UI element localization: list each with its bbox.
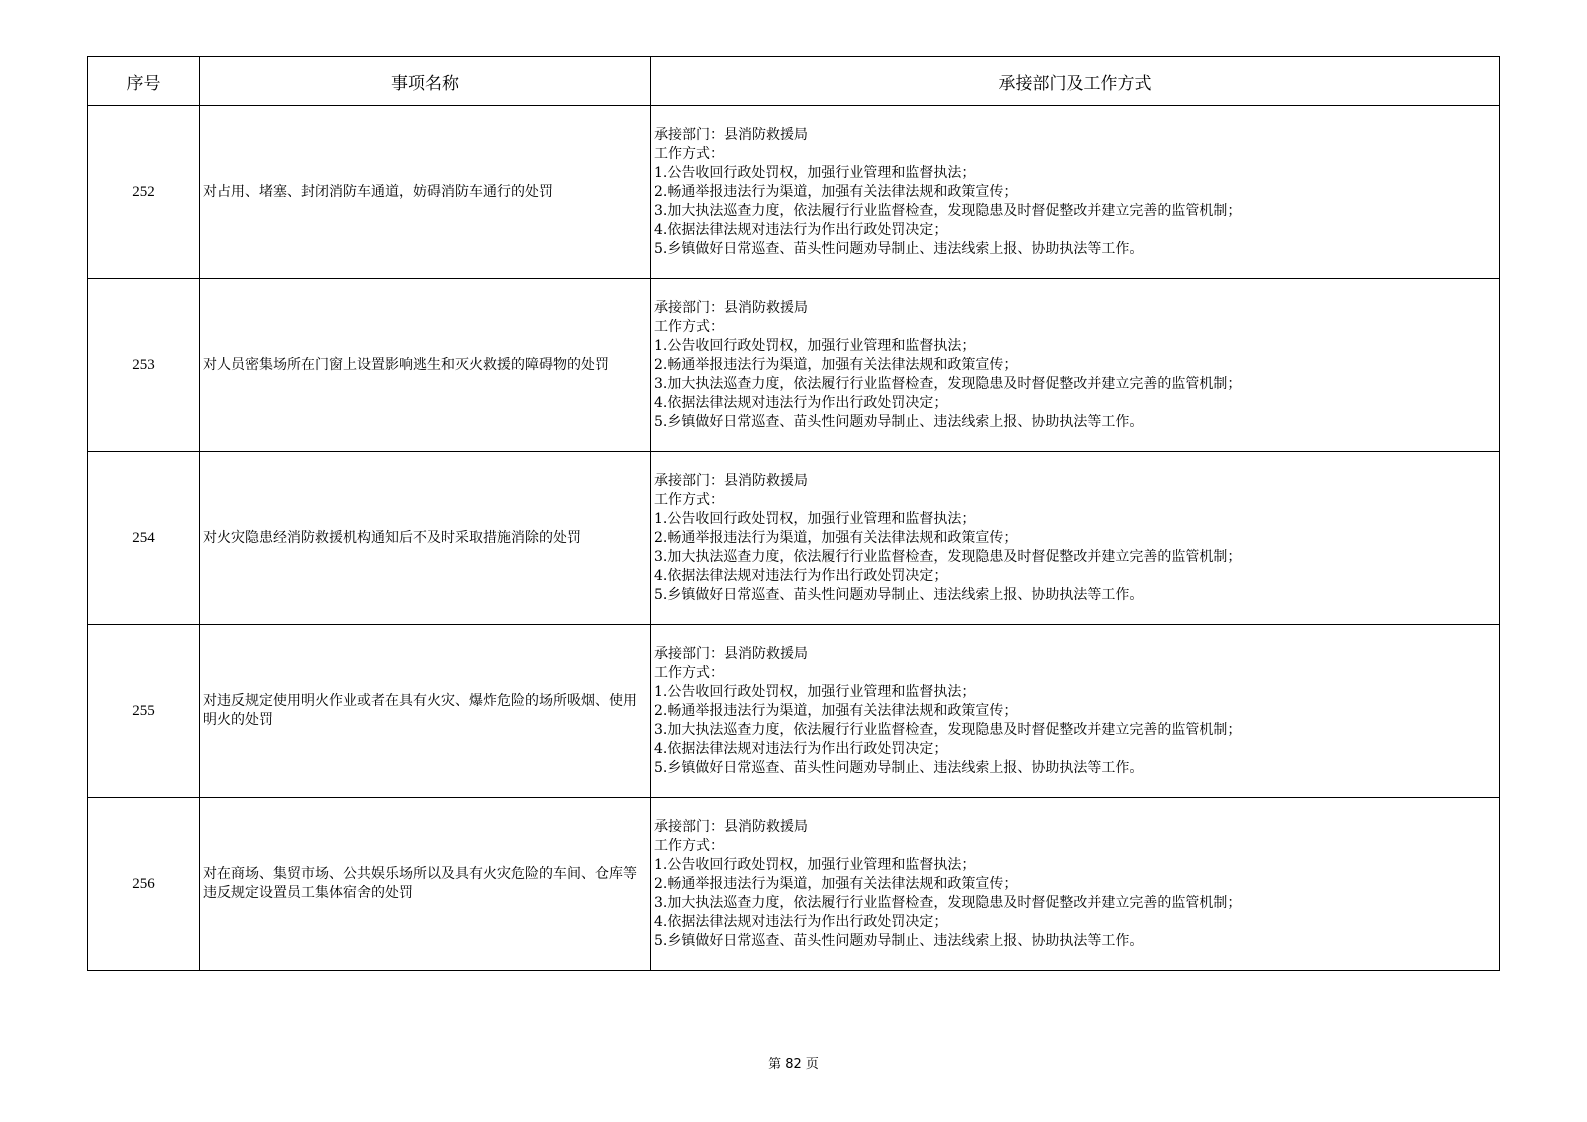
matters-table [87,56,1500,971]
row-number: 253 [88,279,200,452]
table-row [88,625,1500,798]
method-item: 4.依据法律法规对违法行为作出行政处罚决定； [654,913,948,930]
matter-name: 对在商场、集贸市场、公共娱乐场所以及具有火灾危险的车间、仓库等违反规定设置员工集体宿舍的处罚 [200,798,651,971]
method-heading: 工作方式： [654,491,724,508]
method-item: 3.加大执法巡查力度，依法履行行业监督检查，发现隐患及时督促整改并建立完善的监管机制； [654,894,1242,911]
table-row [88,106,1500,279]
row-number: 256 [88,798,200,971]
table-body [88,106,1500,971]
method-heading: 工作方式： [654,318,724,335]
matter-name: 对违反规定使用明火作业或者在具有火灾、爆炸危险的场所吸烟、使用明火的处罚 [200,625,651,798]
method-item: 4.依据法律法规对违法行为作出行政处罚决定； [654,221,948,238]
dept-and-method [651,106,1500,279]
dept-line: 承接部门：县消防救援局 [654,472,808,489]
method-item: 3.加大执法巡查力度，依法履行行业监督检查，发现隐患及时督促整改并建立完善的监管机制； [654,721,1242,738]
method-item: 4.依据法律法规对违法行为作出行政处罚决定； [654,740,948,757]
method-item: 4.依据法律法规对违法行为作出行政处罚决定； [654,394,948,411]
dept-line: 承接部门：县消防救援局 [654,299,808,316]
dept-and-method [651,798,1500,971]
method-item: 3.加大执法巡查力度，依法履行行业监督检查，发现隐患及时督促整改并建立完善的监管机制； [654,548,1242,565]
method-item: 3.加大执法巡查力度，依法履行行业监督检查，发现隐患及时督促整改并建立完善的监管机制； [654,375,1242,392]
method-item: 1.公告收回行政处罚权，加强行业管理和监督执法； [654,164,976,181]
row-number: 252 [88,106,200,279]
method-heading: 工作方式： [654,145,724,162]
dept-and-method [651,279,1500,452]
row-number: 255 [88,625,200,798]
header-row [88,57,1500,106]
table-row [88,452,1500,625]
dept-and-method [651,625,1500,798]
method-item: 2.畅通举报违法行为渠道，加强有关法律法规和政策宣传； [654,356,1018,373]
method-item: 1.公告收回行政处罚权，加强行业管理和监督执法； [654,683,976,700]
header-dept: 承接部门及工作方式 [651,57,1500,106]
matter-name: 对人员密集场所在门窗上设置影响逃生和灭火救援的障碍物的处罚 [200,279,651,452]
method-item: 2.畅通举报违法行为渠道，加强有关法律法规和政策宣传； [654,875,1018,892]
method-item: 5.乡镇做好日常巡查、苗头性问题劝导制止、违法线索上报、协助执法等工作。 [654,586,1144,603]
header-name: 事项名称 [200,57,651,106]
method-item: 2.畅通举报违法行为渠道，加强有关法律法规和政策宣传； [654,529,1018,546]
dept-and-method [651,452,1500,625]
table-row [88,279,1500,452]
method-heading: 工作方式： [654,664,724,681]
method-item: 3.加大执法巡查力度，依法履行行业监督检查，发现隐患及时督促整改并建立完善的监管机制； [654,202,1242,219]
table-row [88,798,1500,971]
dept-line: 承接部门：县消防救援局 [654,645,808,662]
method-item: 1.公告收回行政处罚权，加强行业管理和监督执法； [654,856,976,873]
method-item: 5.乡镇做好日常巡查、苗头性问题劝导制止、违法线索上报、协助执法等工作。 [654,759,1144,776]
method-item: 4.依据法律法规对违法行为作出行政处罚决定； [654,567,948,584]
dept-line: 承接部门：县消防救援局 [654,126,808,143]
method-heading: 工作方式： [654,837,724,854]
method-item: 5.乡镇做好日常巡查、苗头性问题劝导制止、违法线索上报、协助执法等工作。 [654,932,1144,949]
method-item: 5.乡镇做好日常巡查、苗头性问题劝导制止、违法线索上报、协助执法等工作。 [654,240,1144,257]
matter-name: 对占用、堵塞、封闭消防车通道，妨碍消防车通行的处罚 [200,106,651,279]
row-number: 254 [88,452,200,625]
method-item: 2.畅通举报违法行为渠道，加强有关法律法规和政策宣传； [654,702,1018,719]
matter-name: 对火灾隐患经消防救援机构通知后不及时采取措施消除的处罚 [200,452,651,625]
header-number: 序号 [88,57,200,106]
dept-line: 承接部门：县消防救援局 [654,818,808,835]
method-item: 2.畅通举报违法行为渠道，加强有关法律法规和政策宣传； [654,183,1018,200]
method-item: 5.乡镇做好日常巡查、苗头性问题劝导制止、违法线索上报、协助执法等工作。 [654,413,1144,430]
method-item: 1.公告收回行政处罚权，加强行业管理和监督执法； [654,337,976,354]
page-number: 第 82 页 [768,1057,819,1072]
method-item: 1.公告收回行政处罚权，加强行业管理和监督执法； [654,510,976,527]
